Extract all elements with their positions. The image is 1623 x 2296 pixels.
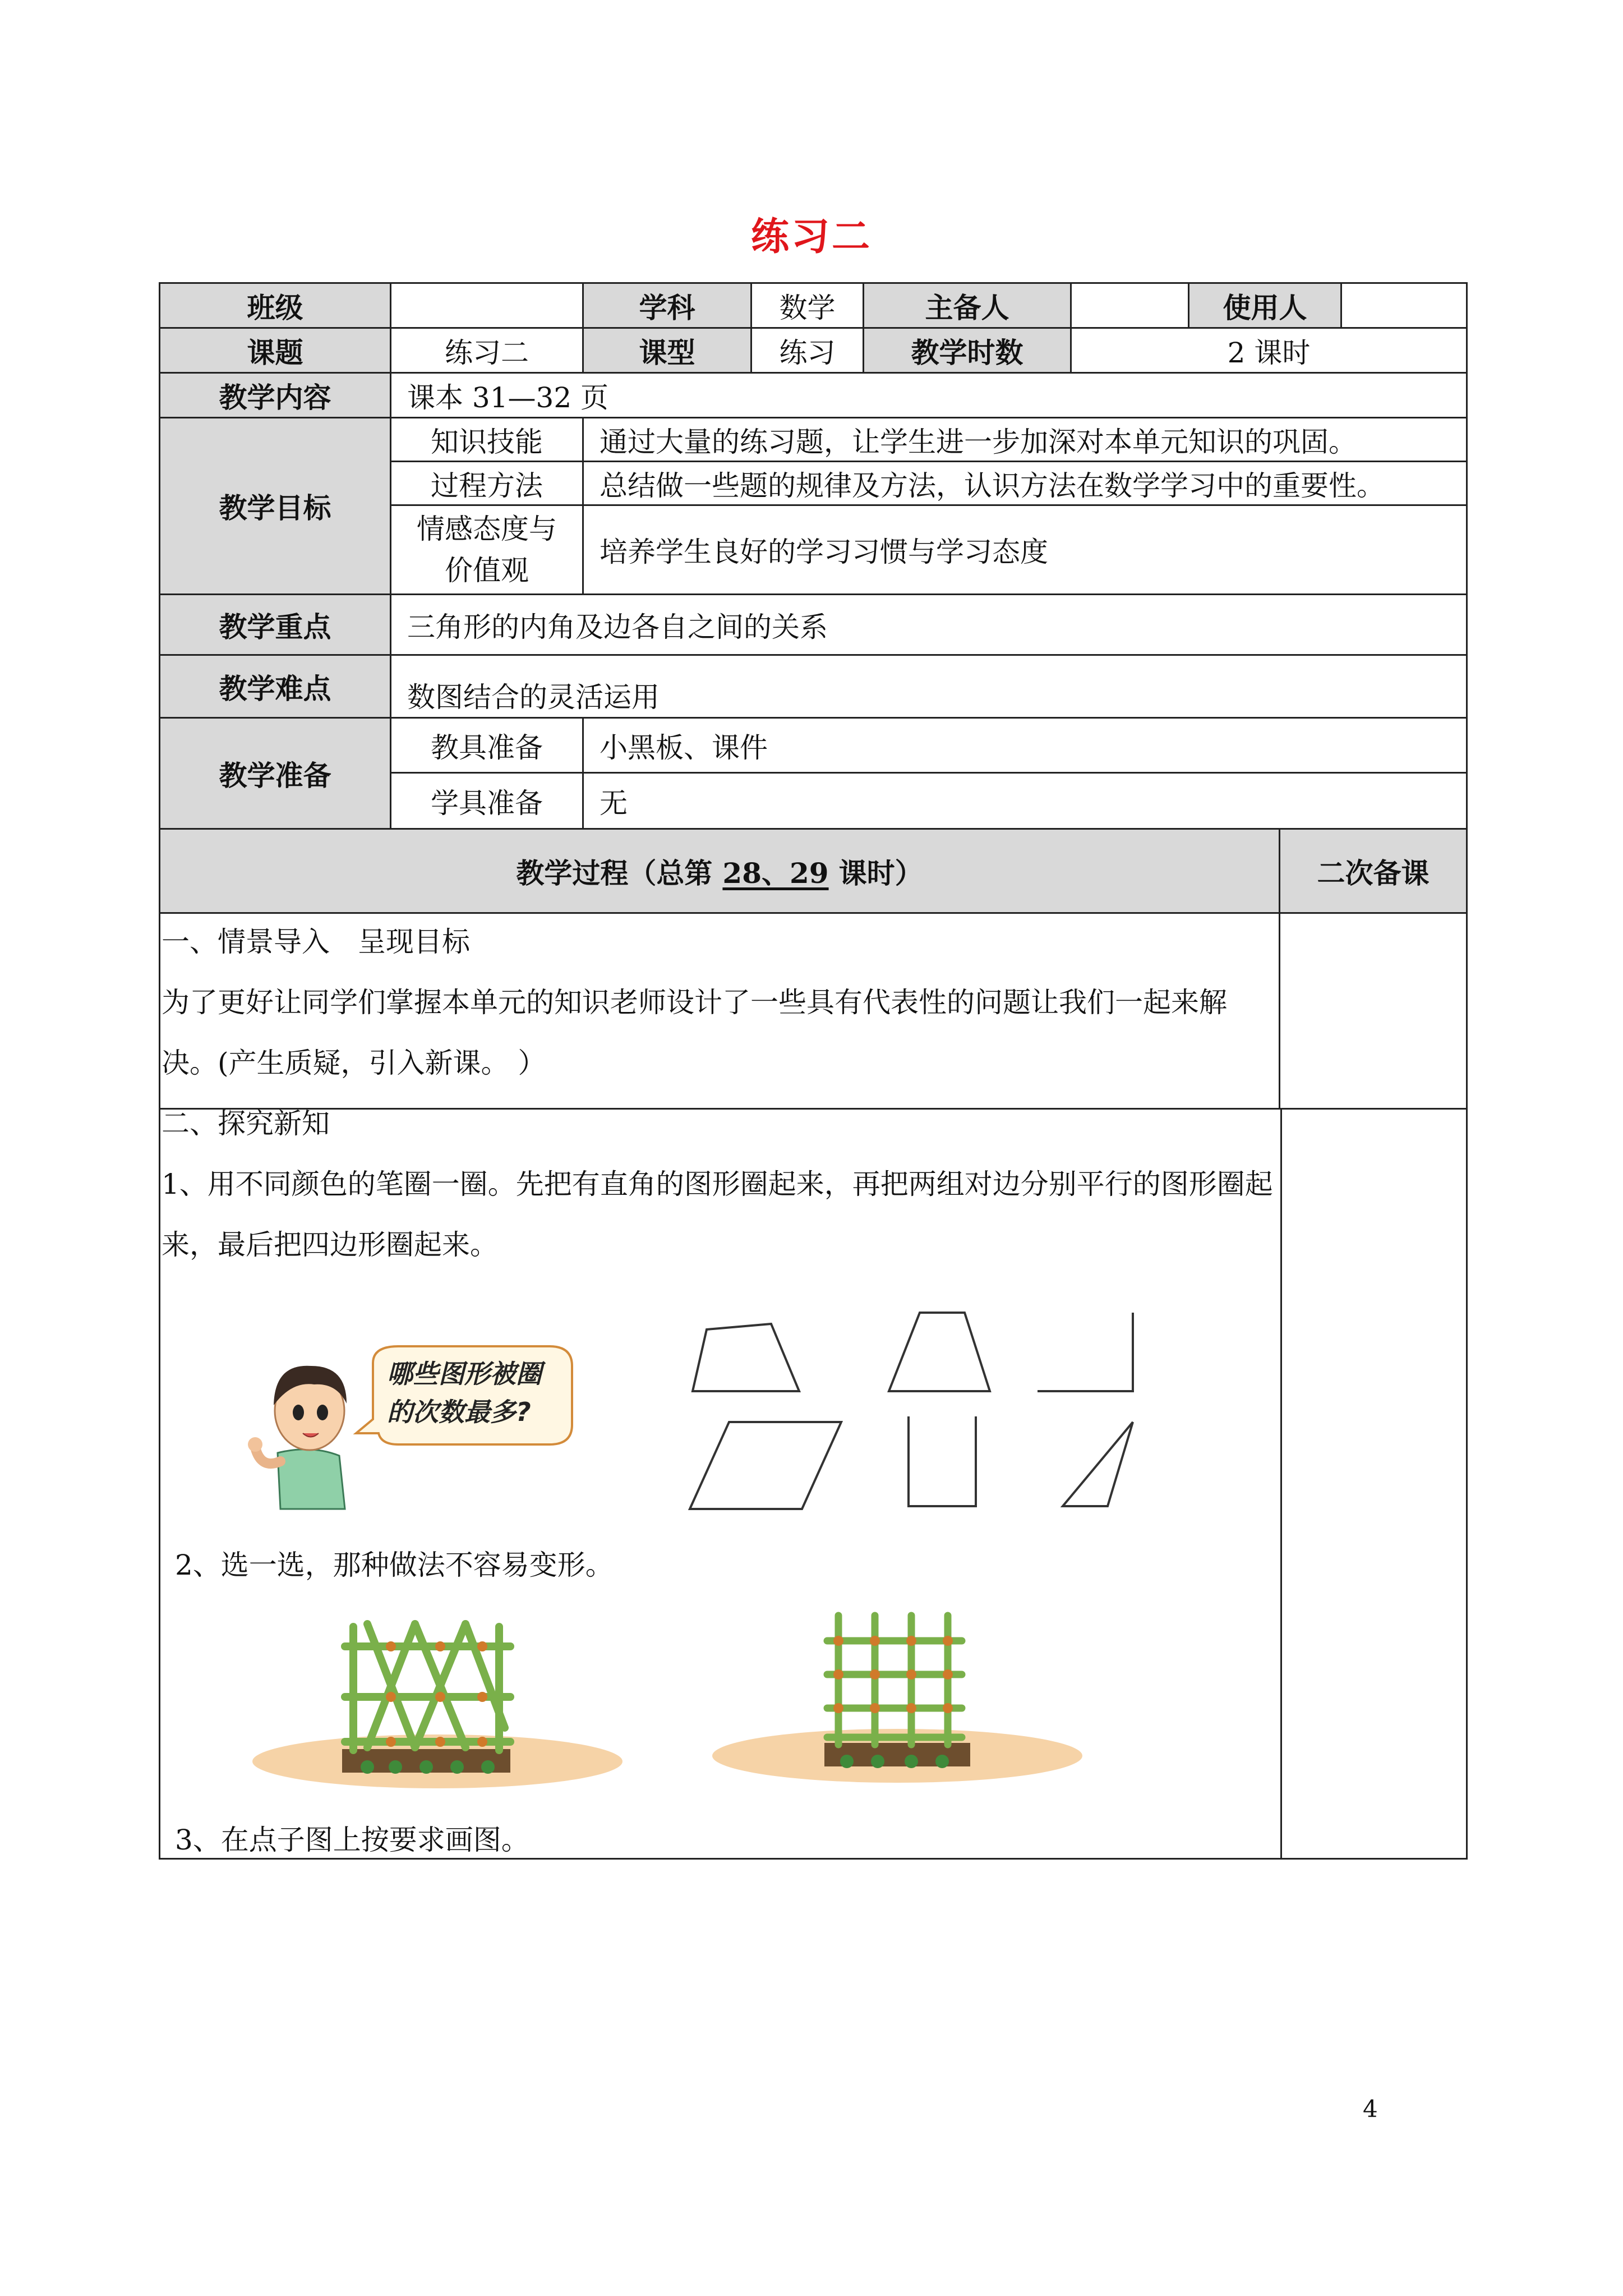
- open-rectangle-shape: [909, 1416, 976, 1506]
- boy-with-speech-bubble: [247, 1341, 594, 1515]
- right-angle-shape: [1038, 1313, 1133, 1391]
- page-number: 4: [1363, 2095, 1378, 2123]
- subject-label: 学科: [584, 284, 752, 329]
- speech-bubble-text: 哪些图形被圈的次数最多?: [387, 1359, 542, 1427]
- trapezoid-shape: [889, 1313, 990, 1391]
- prep-2-label: 学具准备: [391, 774, 584, 830]
- process-header: [160, 830, 1280, 914]
- triangular-fence-diagram: [247, 1616, 628, 1801]
- topic-label: 课题: [160, 329, 391, 374]
- process-content: [162, 912, 1278, 1275]
- boy-right-eye: [317, 1405, 328, 1420]
- section-1-text: 为了更好让同学们掌握本单元的知识老师设计了一些具有代表性的问题让我们一起来解决。(产生质疑，引入新课。 ）: [162, 986, 1227, 1079]
- hours-label: 教学时数: [864, 329, 1072, 374]
- goal-3-label: [391, 506, 584, 595]
- type-label: 课型: [584, 329, 752, 374]
- prep-1-value: 小黑板、课件: [584, 719, 1466, 774]
- content-value: 课本 31—32 页: [391, 374, 1466, 418]
- boy-shirt: [278, 1450, 345, 1509]
- goal-2-text: 总结做一些题的规律及方法，认识方法在数学学习中的重要性。: [584, 462, 1466, 506]
- goals-label: 教学目标: [160, 418, 391, 595]
- type-value: 练习: [752, 329, 864, 374]
- parallelogram-shape: [690, 1422, 841, 1509]
- goal-2-label: 过程方法: [391, 462, 584, 506]
- hours-value: 2 课时: [1072, 329, 1466, 374]
- prep-1-label: 教具准备: [391, 719, 584, 774]
- preparer-value: [1072, 284, 1189, 329]
- goal-3-label-line2: 价值观: [445, 554, 529, 587]
- preparer-label: 主备人: [864, 284, 1072, 329]
- page-title: 练习二: [750, 214, 872, 259]
- key-point-label: 教学重点: [160, 595, 391, 656]
- boy-hand: [248, 1437, 262, 1452]
- user-label: 使用人: [1189, 284, 1342, 329]
- process-header-hours: 28、29: [722, 856, 829, 890]
- subject-value: 数学: [752, 284, 864, 329]
- class-label: 班级: [160, 284, 391, 329]
- question-1: 1、用不同颜色的笔圈一圈。先把有直角的图形圈起来，再把两组对边分别平行的图形圈起来，最后把四边形圈起来。: [162, 1168, 1273, 1261]
- goal-1-label: 知识技能: [391, 418, 584, 462]
- shapes-group: [673, 1301, 1161, 1515]
- question-3: 3、在点子图上按要求画图。: [175, 1824, 529, 1856]
- key-point-value: 三角形的内角及边各自之间的关系: [391, 595, 1466, 656]
- process-header-post: 课时）: [838, 856, 923, 890]
- process-column-divider: [1280, 1108, 1282, 1858]
- prep-2-value: 无: [584, 774, 1466, 830]
- irregular-quadrilateral-shape: [693, 1324, 799, 1391]
- user-value: [1342, 284, 1466, 329]
- process-header-pre: 教学过程（总第: [516, 856, 713, 890]
- difficulty-label: 教学难点: [160, 656, 391, 719]
- goal-1-text: 通过大量的练习题，让学生进一步加深对本单元知识的巩固。: [584, 418, 1466, 462]
- boy-left-eye: [293, 1405, 304, 1420]
- triangle-shape: [1063, 1422, 1133, 1506]
- question-2: 2、选一选，那种做法不容易变形。: [175, 1549, 614, 1581]
- section-2-title: 二、探究新知: [162, 1107, 330, 1140]
- goal-3-text: 培养学生良好的学习习惯与学习态度: [584, 506, 1466, 595]
- section-1-title: 一、情景导入 呈现目标: [162, 926, 470, 958]
- square-grid-fence-diagram: [712, 1607, 1082, 1798]
- difficulty-value: 数图结合的灵活运用: [391, 656, 1466, 719]
- content-label: 教学内容: [160, 374, 391, 418]
- second-prep-header: 二次备课: [1280, 830, 1466, 914]
- class-value: [391, 284, 584, 329]
- topic-value: 练习二: [391, 329, 584, 374]
- goal-3-label-line1: 情感态度与: [417, 513, 557, 545]
- prep-label: 教学准备: [160, 719, 391, 830]
